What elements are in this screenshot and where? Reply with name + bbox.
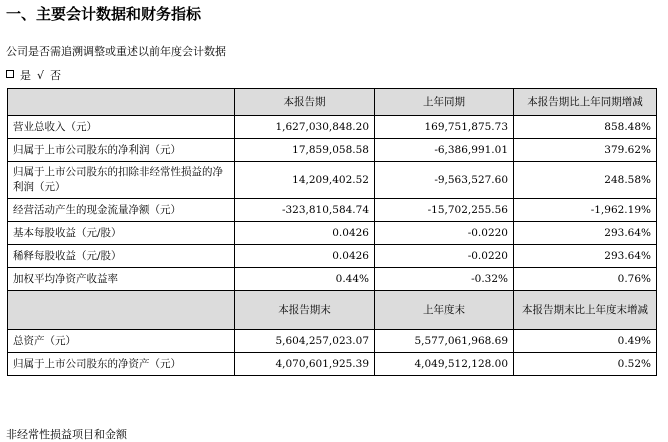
row-prior: -0.0220 [375,222,514,245]
row-change: 0.76% [514,268,657,291]
row-label: 归属于上市公司股东的扣除非经常性损益的净利润（元） [8,162,235,199]
row-current: 5,604,257,023.07 [235,330,375,353]
header-cell-prior: 上年度末 [375,291,514,330]
table-row [8,199,657,222]
financial-indicators-table [7,88,657,376]
row-prior: -6,386,991.01 [375,139,514,162]
row-current: 0.0426 [235,222,375,245]
row-label: 归属于上市公司股东的净资产（元） [8,353,235,376]
row-current: -323,810,584.74 [235,199,375,222]
row-prior: -0.0220 [375,245,514,268]
table-row [8,353,657,376]
header-cell-prior: 上年同期 [375,89,514,116]
row-prior: -0.32% [375,268,514,291]
row-prior: 4,049,512,128.00 [375,353,514,376]
row-current: 17,859,058.58 [235,139,375,162]
header-cell-change: 本报告期末比上年度末增减 [514,291,657,330]
row-label: 总资产（元） [8,330,235,353]
header-cell-label [8,291,235,330]
row-label: 营业总收入（元） [8,116,235,139]
row-current: 0.44% [235,268,375,291]
table-row [8,116,657,139]
footnote-cut-off: 非经常性损益项目和金额 [6,428,127,441]
row-current: 1,627,030,848.20 [235,116,375,139]
row-change: 0.52% [514,353,657,376]
table-row [8,139,657,162]
row-prior: -9,563,527.60 [375,162,514,199]
row-current: 0.0426 [235,245,375,268]
header-cell-label [8,89,235,116]
row-label: 归属于上市公司股东的净利润（元） [8,139,235,162]
restatement-question: 公司是否需追溯调整或重述以前年度会计数据 [6,45,226,58]
row-label: 基本每股收益（元/股） [8,222,235,245]
answer-no: 否 [50,69,62,82]
row-current: 14,209,402.52 [235,162,375,199]
header-row [8,89,657,116]
table-row [8,222,657,245]
row-change: -1,962.19% [514,199,657,222]
row-current: 4,070,601,925.39 [235,353,375,376]
checkbox-icon [6,70,14,78]
restatement-answer [6,68,61,83]
table-row [8,330,657,353]
table-row [8,162,657,199]
row-change: 293.64% [514,245,657,268]
row-change: 0.49% [514,330,657,353]
header-cell-change: 本报告期比上年同期增减 [514,89,657,116]
header-row [8,291,657,330]
header-cell-current: 本报告期末 [235,291,375,330]
row-change: 293.64% [514,222,657,245]
row-prior: -15,702,255.56 [375,199,514,222]
row-label: 稀释每股收益（元/股） [8,245,235,268]
check-mark: √ [37,69,45,82]
row-prior: 5,577,061,968.69 [375,330,514,353]
answer-yes: 是 [20,69,31,82]
row-change: 379.62% [514,139,657,162]
row-prior: 169,751,875.73 [375,116,514,139]
row-change: 858.48% [514,116,657,139]
row-label: 经营活动产生的现金流量净额（元） [8,199,235,222]
table-row [8,268,657,291]
section-heading: 一、主要会计数据和财务指标 [6,5,202,23]
row-label: 加权平均净资产收益率 [8,268,235,291]
row-change: 248.58% [514,162,657,199]
table-row [8,245,657,268]
header-cell-current: 本报告期 [235,89,375,116]
